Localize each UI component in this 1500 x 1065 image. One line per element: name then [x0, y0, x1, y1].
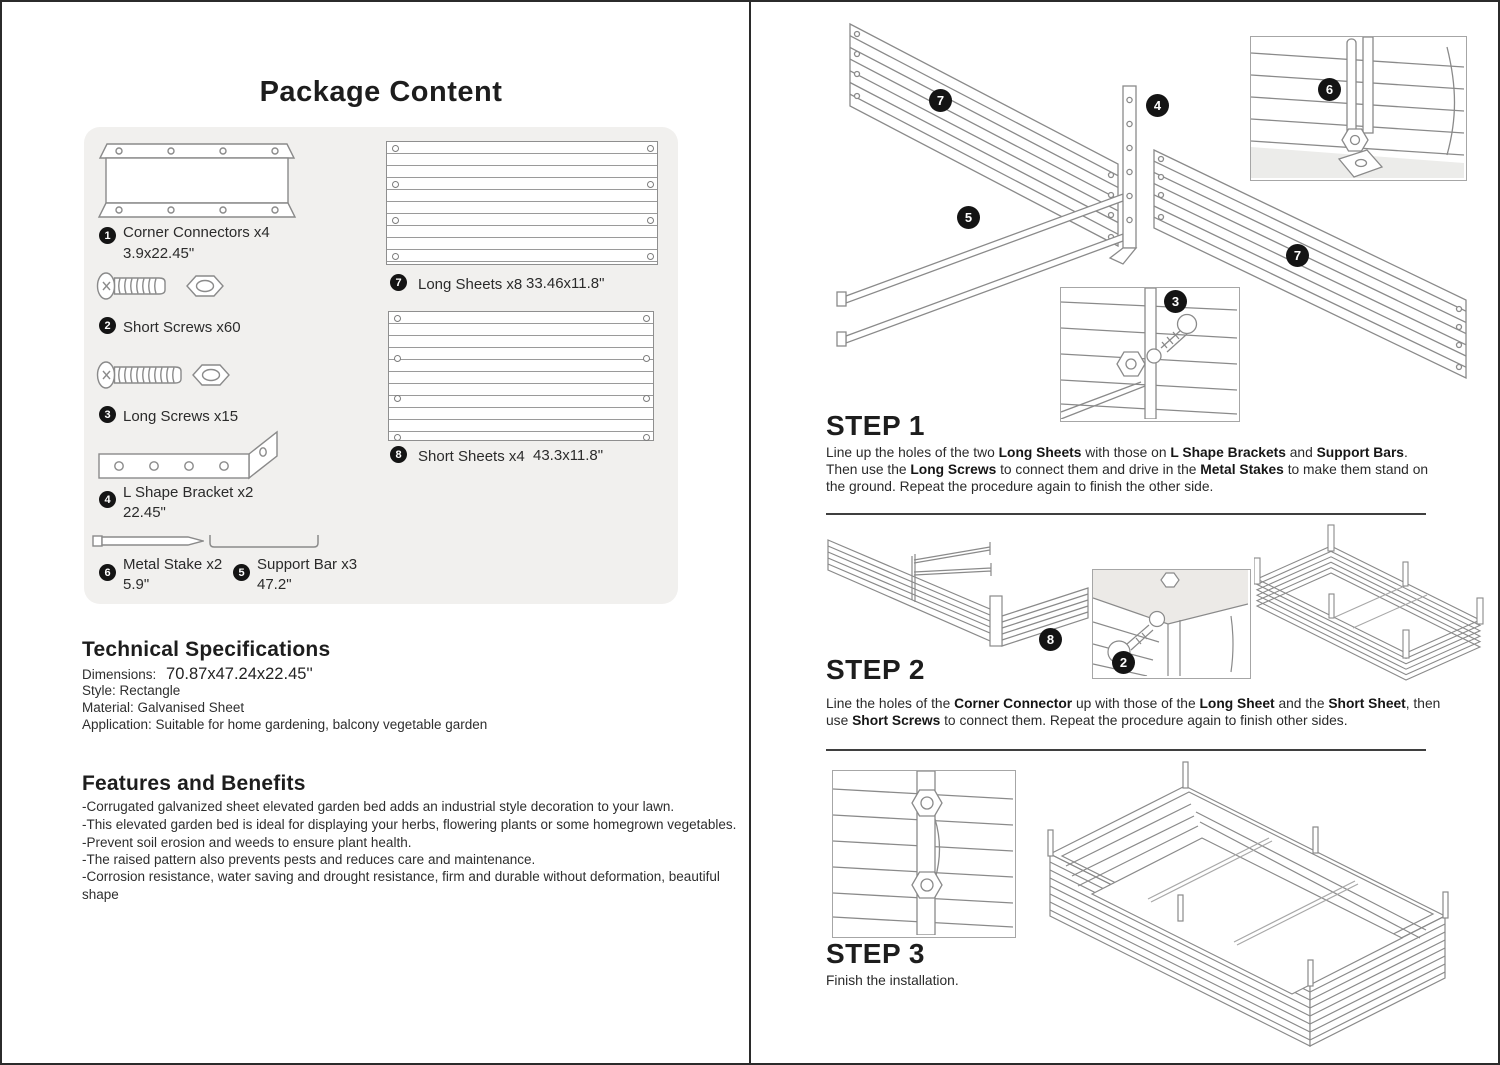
feature-bullet: -Corrugated galvanized sheet elevated garden bed adds an industrial style decoration to your lawn.	[82, 799, 675, 814]
feature-bullet: -Corrosion resistance, water saving and drought resistance, firm and durable without deformation, beautiful shape	[82, 869, 720, 902]
spec-material: Material: Galvanised Sheet	[82, 700, 245, 715]
part-label: Support Bar x3	[257, 556, 358, 573]
part-number-badge: 2	[99, 317, 116, 334]
spec-application: Application: Suitable for home gardening, balcony vegetable garden	[82, 717, 488, 732]
part-dimension: 47.2"	[257, 576, 292, 593]
long-screw-drawing	[95, 357, 235, 393]
feature-bullet: -The raised pattern also prevents pests and reduces care and maintenance.	[82, 852, 536, 867]
part-dimension: 3.9x22.45"	[123, 245, 195, 262]
tech-specs-heading: Technical Specifications	[82, 638, 331, 661]
spec-style: Style: Rectangle	[82, 683, 181, 698]
step1-instructions: Line up the holes of the two Long Sheets with those on L Shape Brackets and Support Bars. Then use the Long Screws to connect them and drive in the Metal Stakes to make them stand on the ground. Repeat the procedure again to finish the other side.	[826, 445, 1429, 494]
part-label: Long Screws x15	[123, 408, 239, 425]
step1-heading: STEP 1	[826, 410, 925, 441]
short-sheets-drawing	[388, 311, 654, 441]
spec-dimensions	[82, 665, 313, 684]
step1-stake-detail-inset	[1250, 36, 1467, 181]
part-label: Long Sheets x8	[418, 276, 523, 293]
section-divider	[826, 513, 1426, 515]
part-label: L Shape Bracket x2	[123, 484, 254, 501]
step2-instructions: Line the holes of the Corner Connector up with those of the Long Sheet and the Short Sheet, then use Short Screws to connect them. Repeat the procedure again to finish other sides.	[826, 696, 1441, 728]
long-sheets-drawing	[386, 141, 658, 265]
callout-long-sheet: 7	[929, 89, 952, 112]
part-number-badge: 1	[99, 227, 116, 244]
part-number-badge: 4	[99, 491, 116, 508]
section-divider	[826, 749, 1426, 751]
feature-bullet: -Prevent soil erosion and weeds to ensure plant health.	[82, 835, 412, 850]
part-number-badge: 7	[390, 274, 407, 291]
callout-l-shape-bracket: 4	[1146, 94, 1169, 117]
step3-finished-bed-diagram	[1022, 754, 1500, 1054]
feature-bullet: -This elevated garden bed is ideal for displaying your herbs, flowering plants or some homegrown vegetables.	[82, 817, 737, 832]
spec-dimensions-value: 70.87x47.24x22.45''	[166, 665, 313, 683]
part-label: Metal Stake x2	[123, 556, 223, 573]
part-dimension: 5.9"	[123, 576, 150, 593]
part-label: Corner Connectors x4	[123, 224, 270, 241]
part-label: Short Sheets x4	[418, 448, 525, 465]
l-shape-bracket-drawing	[97, 428, 285, 484]
callout-long-sheet-2: 7	[1286, 244, 1309, 267]
part-dimension: 33.46x11.8"	[526, 275, 605, 292]
step3-heading: STEP 3	[826, 938, 925, 969]
part-number-badge: 8	[390, 446, 407, 463]
step3-instructions: Finish the installation.	[826, 973, 959, 988]
part-number-badge: 5	[233, 564, 250, 581]
metal-stake-drawing	[92, 533, 204, 549]
corner-connector-drawing	[97, 142, 297, 219]
step3-bolt-detail-inset	[832, 770, 1016, 938]
page-title: Package Content	[259, 76, 503, 108]
callout-support-bar: 5	[957, 206, 980, 229]
step2-frame-diagram	[1254, 522, 1500, 724]
callout-short-screw: 2	[1112, 651, 1135, 674]
step1-screw-detail-inset	[1060, 287, 1240, 422]
short-screw-drawing	[95, 268, 235, 304]
part-number-badge: 3	[99, 406, 116, 423]
part-dimension: 22.45"	[123, 504, 166, 521]
spec-dimensions-label: Dimensions:	[82, 667, 157, 682]
part-dimension: 43.3x11.8"	[533, 447, 604, 464]
part-number-badge: 6	[99, 564, 116, 581]
callout-long-screw: 3	[1164, 290, 1187, 313]
support-bar-drawing	[208, 533, 320, 550]
callout-metal-stake: 6	[1318, 78, 1341, 101]
part-label: Short Screws x60	[123, 319, 241, 336]
step2-heading: STEP 2	[826, 654, 925, 685]
callout-short-sheet: 8	[1039, 628, 1062, 651]
features-heading: Features and Benefits	[82, 772, 306, 795]
